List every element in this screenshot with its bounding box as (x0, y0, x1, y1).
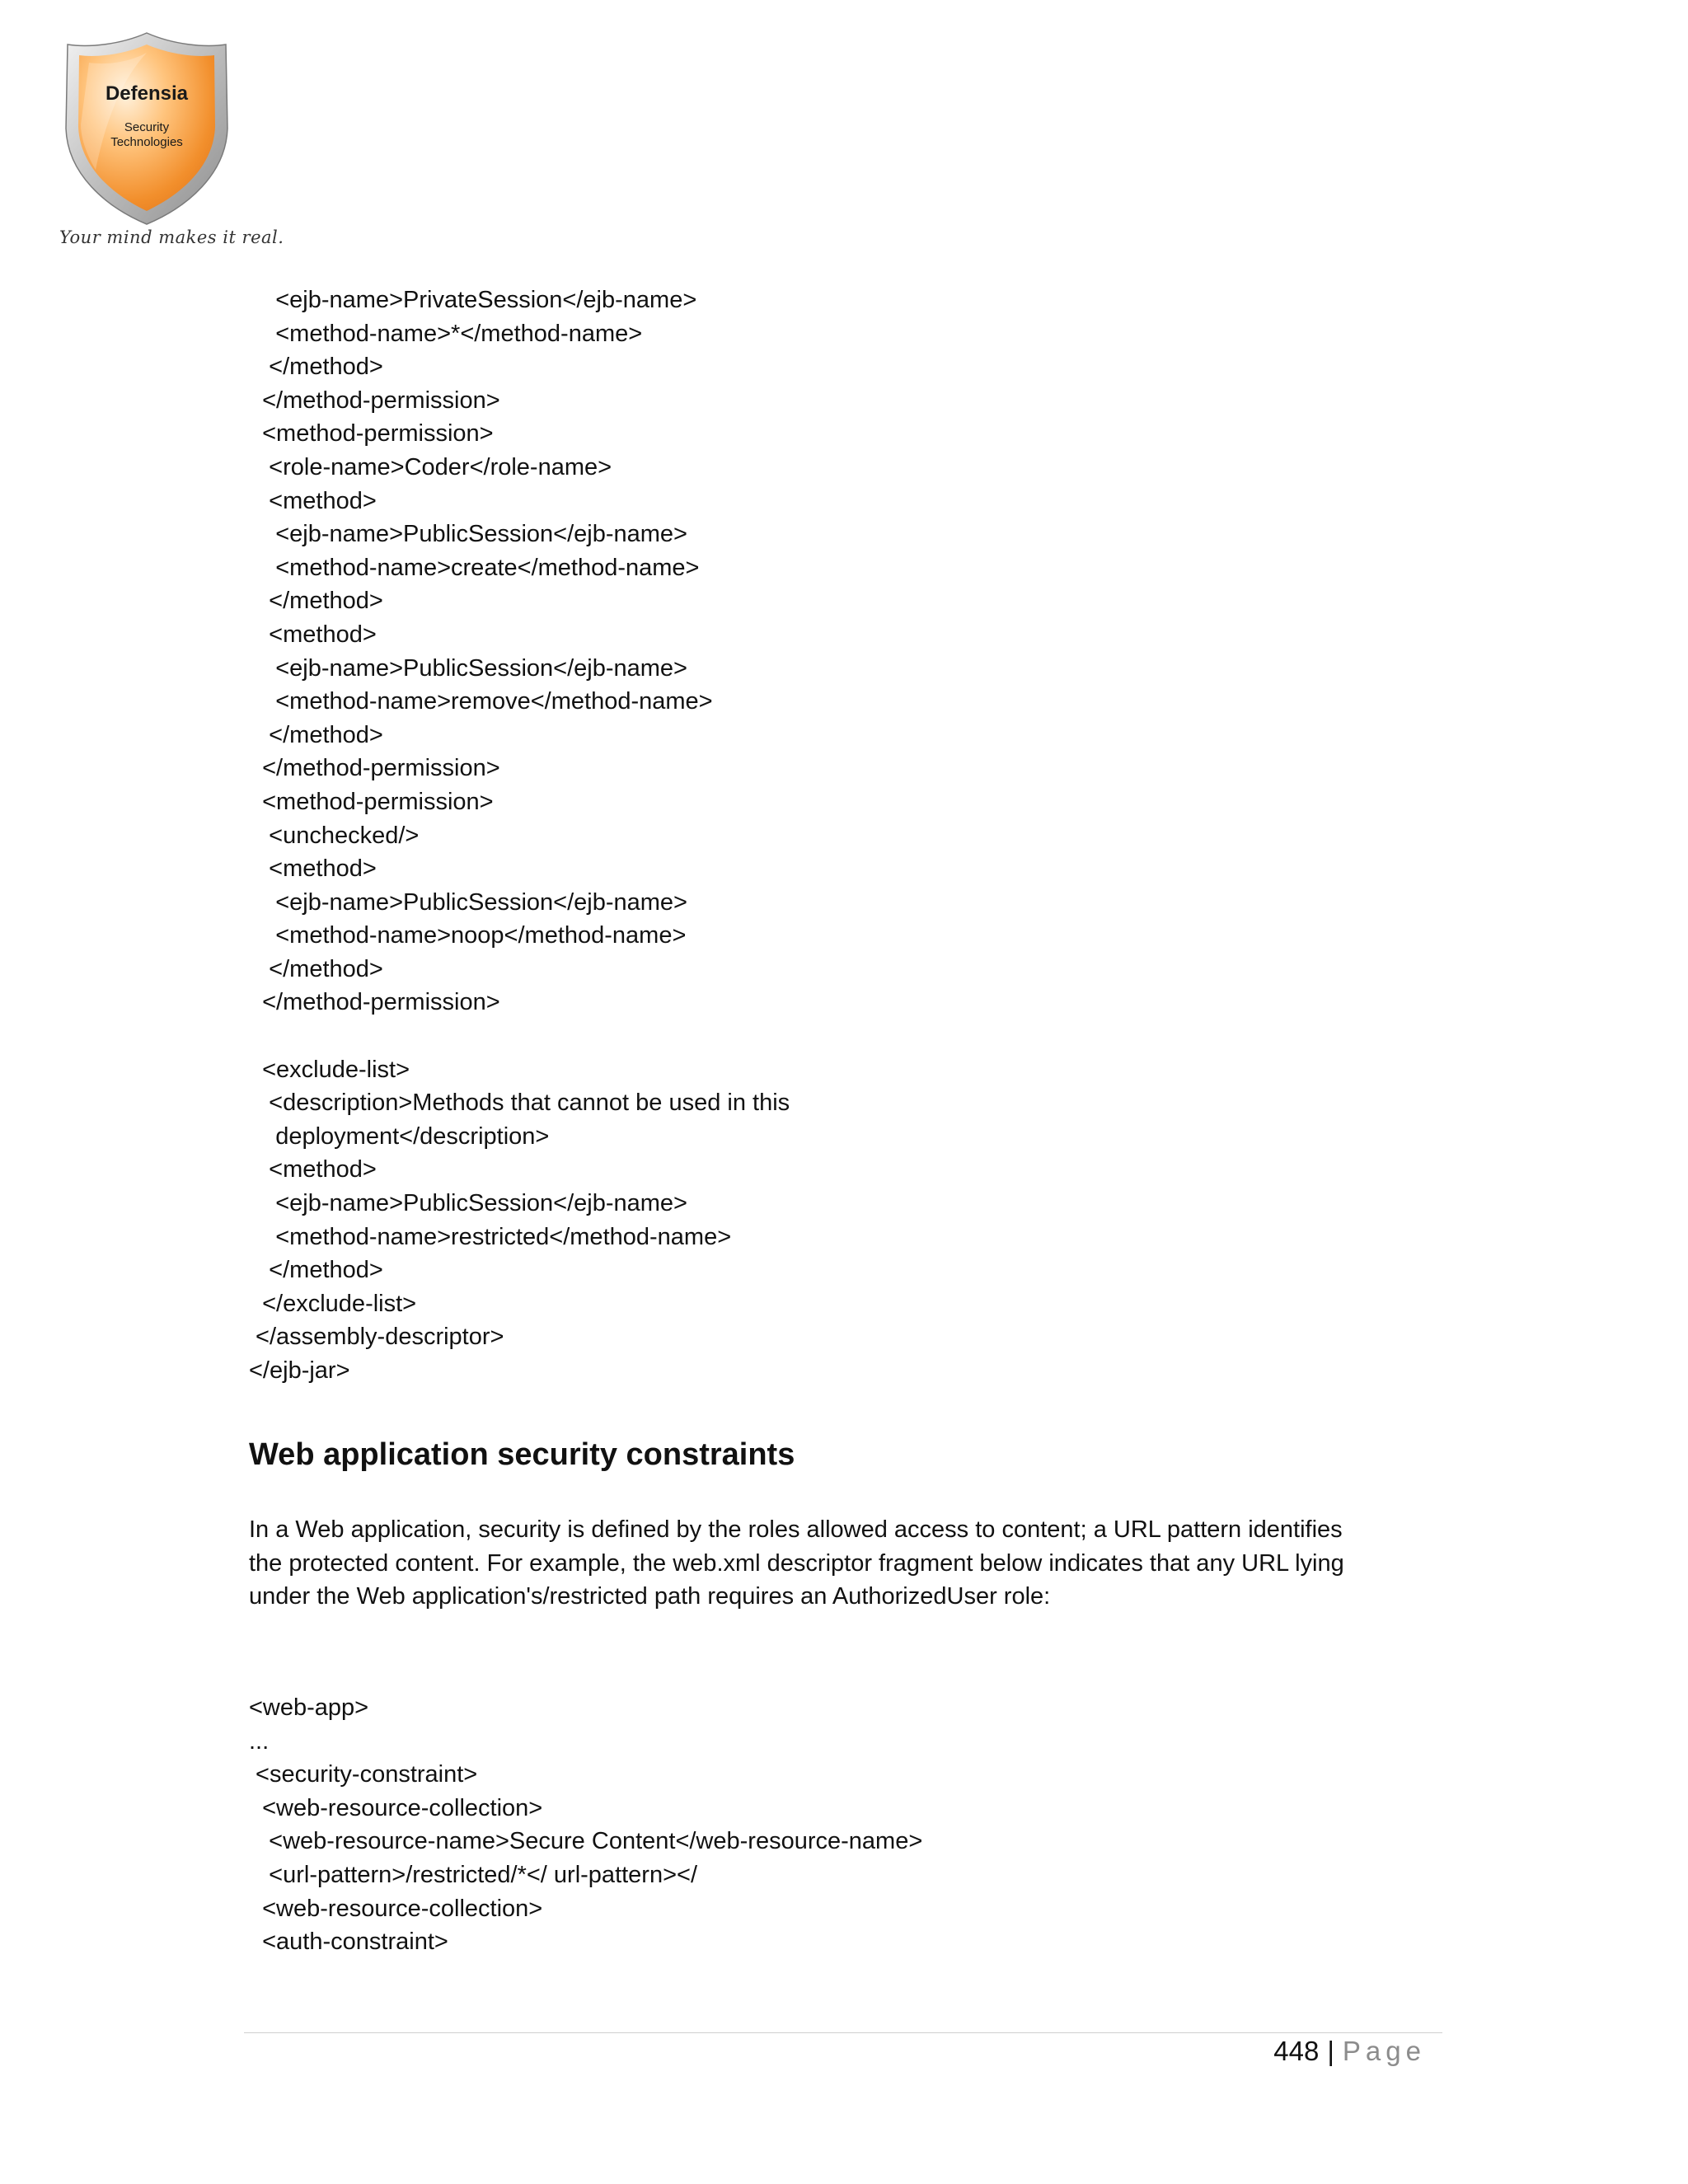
code-line: <method-name>*</method-name> (249, 320, 643, 347)
code-block-web-app (249, 1691, 1452, 1959)
code-line: <method-name>remove</method-name> (249, 688, 713, 715)
code-line: ... (249, 1727, 270, 1755)
code-line: </method-permission> (249, 989, 500, 1016)
page-label: Page (1342, 2036, 1426, 2066)
code-line: <method-name>create</method-name> (249, 554, 700, 581)
code-line: <method-name>noop</method-name> (249, 922, 687, 949)
code-line: </method-permission> (249, 755, 500, 782)
code-block-ejb-jar (249, 284, 1452, 1388)
logo-subtitle-line1: Security (124, 120, 170, 134)
code-line: </method> (249, 588, 383, 615)
code-line: </method-permission> (249, 387, 500, 414)
paragraph-line: under the Web application's/restricted path requires an AuthorizedUser role: (249, 1583, 1051, 1610)
code-line: <ejb-name>PrivateSession</ejb-name> (249, 287, 697, 313)
code-line: <method> (249, 855, 377, 883)
page-separator: | (1327, 2036, 1334, 2066)
code-line: <security-constraint> (249, 1761, 478, 1788)
code-line: <ejb-name>PublicSession</ejb-name> (249, 521, 687, 548)
code-line: </assembly-descriptor> (249, 1324, 504, 1351)
paragraph-line: the protected content. For example, the web.xml descriptor fragment below indicates that any URL lying (249, 1549, 1344, 1577)
footer-divider (244, 2032, 1442, 2033)
code-line: <ejb-name>PublicSession</ejb-name> (249, 1190, 687, 1217)
code-line: <method> (249, 1156, 377, 1183)
page-number: 448 (1273, 2036, 1320, 2066)
code-line: <method> (249, 621, 377, 648)
logo-title: Defensia (105, 82, 189, 105)
code-line: deployment</description> (249, 1122, 550, 1150)
page-footer (1273, 2036, 1426, 2067)
code-line: </exclude-list> (249, 1290, 417, 1317)
code-line: </method> (249, 1257, 383, 1284)
code-line: <method-permission> (249, 788, 494, 815)
code-line: <web-resource-name>Secure Content</web-resource-name> (249, 1828, 923, 1855)
code-line: </method> (249, 955, 383, 982)
paragraph-line: In a Web application, security is defined by the roles allowed access to content; a URL pattern identifies (249, 1516, 1343, 1543)
code-line: </ejb-jar> (249, 1357, 350, 1384)
code-line: <exclude-list> (249, 1056, 410, 1083)
code-line: <unchecked/> (249, 822, 420, 849)
code-line: <method-name>restricted</method-name> (249, 1223, 732, 1250)
code-line: <web-app> (249, 1694, 369, 1721)
logo-tagline: Your mind makes it real. (59, 227, 284, 247)
code-line: <ejb-name>PublicSession</ejb-name> (249, 888, 687, 916)
code-line: <url-pattern>/restricted/*</ url-pattern></ (249, 1861, 698, 1888)
company-logo (56, 30, 237, 260)
body-paragraph (249, 1513, 1452, 1614)
code-line: </method> (249, 721, 383, 748)
code-line: </method> (249, 354, 383, 381)
code-line: <auth-constraint> (249, 1929, 448, 1956)
code-line: <web-resource-collection> (249, 1895, 543, 1922)
code-line: <method> (249, 487, 377, 514)
code-line: <description>Methods that cannot be used in this (249, 1090, 790, 1117)
code-line (249, 1019, 1452, 1053)
code-line: <ejb-name>PublicSession</ejb-name> (249, 654, 687, 682)
code-line: <role-name>Coder</role-name> (249, 453, 612, 480)
code-line: <method-permission> (249, 420, 494, 448)
logo-subtitle-line2: Technologies (110, 135, 183, 149)
section-heading: Web application security constraints (249, 1437, 795, 1472)
code-line: <web-resource-collection> (249, 1794, 543, 1821)
